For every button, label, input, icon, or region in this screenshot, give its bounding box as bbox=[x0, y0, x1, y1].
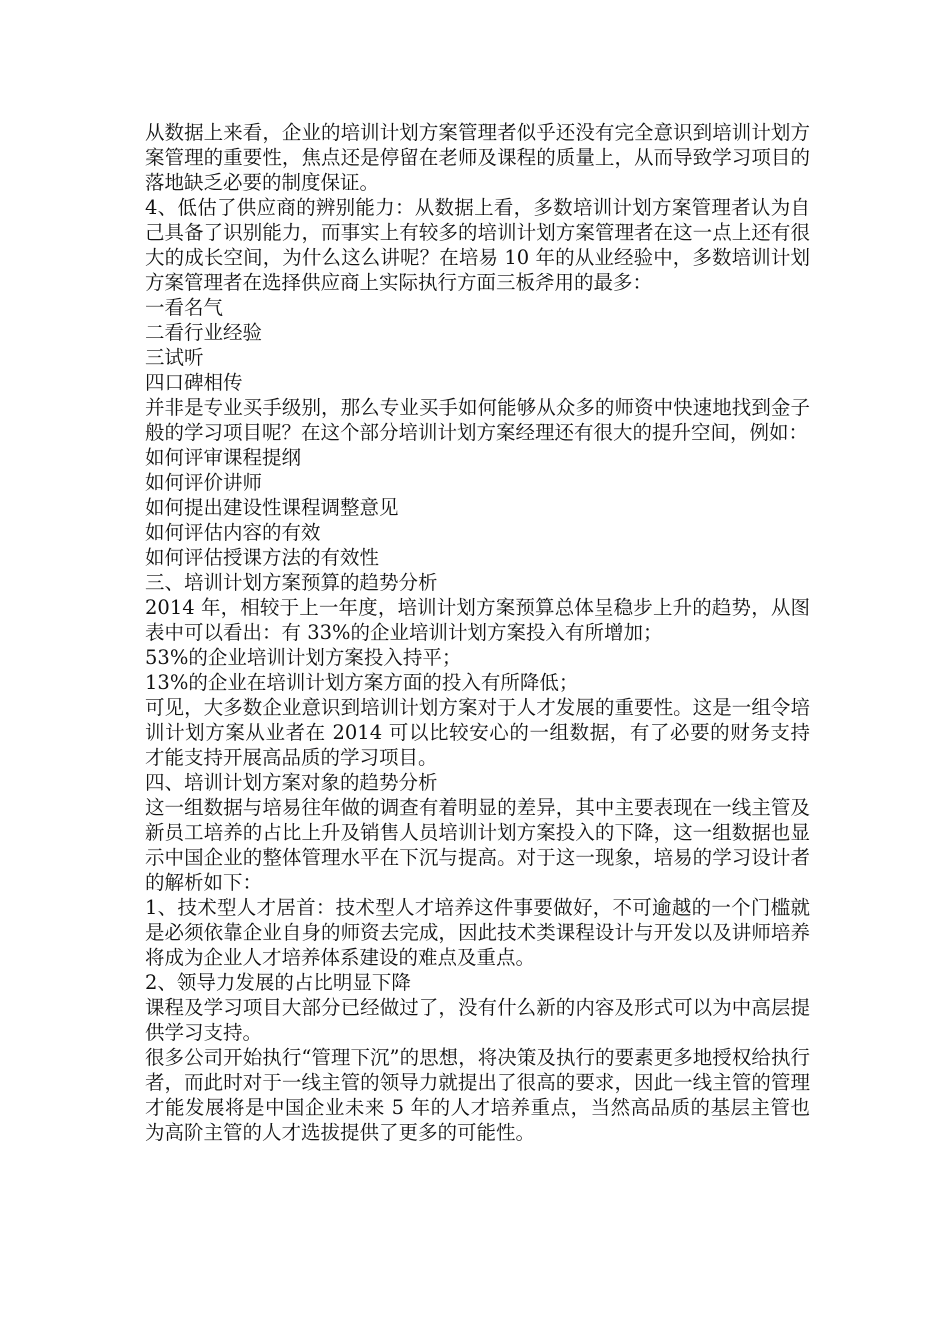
paragraph: 53%的企业培训计划方案投入持平； bbox=[145, 646, 462, 669]
list-item: 三试听 bbox=[145, 346, 204, 369]
paragraph: 13%的企业在培训计划方案方面的投入有所降低； bbox=[145, 671, 579, 694]
paragraph: 可见，大多数企业意识到培训计划方案对于人才发展的重要性。这是一组令培训计划方案从业者在 2014 可以比较安心的一组数据，有了必要的财务支持才能支持开展高品质的学习项目。 bbox=[145, 696, 810, 769]
list-item: 如何评价讲师 bbox=[145, 471, 263, 494]
paragraph: 很多公司开始执行“管理下沉”的思想，将决策及执行的要素更多地授权给执行者，而此时对于一线主管的领导力就提出了很高的要求，因此一线主管的管理才能发展将是中国企业未来 5 年的人才培养重点，当然高品质的基层主管也为高阶主管的人才选拔提供了更多的可能性。 bbox=[145, 1046, 810, 1144]
paragraph: 课程及学习项目大部分已经做过了，没有什么新的内容及形式可以为中高层提供学习支持。 bbox=[145, 996, 810, 1044]
paragraph: 1、技术型人才居首：技术型人才培养这件事要做好，不可逾越的一个门槛就是必须依靠企业自身的师资去完成，因此技术类课程设计与开发以及讲师培养将成为企业人才培养体系建设的难点及重点。 bbox=[145, 896, 810, 969]
list-item: 如何评估授课方法的有效性 bbox=[145, 546, 380, 569]
paragraph: 并非是专业买手级别，那么专业买手如何能够从众多的师资中快速地找到金子般的学习项目呢？在这个部分培训计划方案经理还有很大的提升空间，例如： bbox=[145, 396, 810, 444]
paragraph: 2014 年，相较于上一年度，培训计划方案预算总体呈稳步上升的趋势，从图表中可以看出：有 33%的企业培训计划方案投入有所增加； bbox=[145, 596, 810, 644]
list-item: 如何评审课程提纲 bbox=[145, 446, 302, 469]
list-item: 一看名气 bbox=[145, 296, 224, 319]
document-body bbox=[145, 120, 810, 1145]
list-item: 如何提出建设性课程调整意见 bbox=[145, 496, 399, 519]
list-item: 如何评估内容的有效 bbox=[145, 521, 321, 544]
list-item: 二看行业经验 bbox=[145, 321, 263, 344]
list-item: 四口碑相传 bbox=[145, 371, 243, 394]
section-heading: 四、培训计划方案对象的趋势分析 bbox=[145, 771, 438, 794]
paragraph: 4、低估了供应商的辨别能力：从数据上看，多数培训计划方案管理者认为自己具备了识别能力，而事实上有较多的培训计划方案管理者在这一点上还有很大的成长空间，为什么这么讲呢？在培易 10 年的从业经验中，多数培训计划方案管理者在选择供应商上实际执行方面三板斧用的最多： bbox=[145, 196, 810, 294]
paragraph: 这一组数据与培易往年做的调查有着明显的差异，其中主要表现在一线主管及新员工培养的占比上升及销售人员培训计划方案投入的下降，这一组数据也显示中国企业的整体管理水平在下沉与提高。对于这一现象，培易的学习设计者的解析如下： bbox=[145, 796, 810, 894]
subheading: 2、领导力发展的占比明显下降 bbox=[145, 971, 411, 994]
paragraph: 从数据上来看，企业的培训计划方案管理者似乎还没有完全意识到培训计划方案管理的重要性，焦点还是停留在老师及课程的质量上，从而导致学习项目的落地缺乏必要的制度保证。 bbox=[145, 121, 810, 194]
section-heading: 三、培训计划方案预算的趋势分析 bbox=[145, 571, 438, 594]
